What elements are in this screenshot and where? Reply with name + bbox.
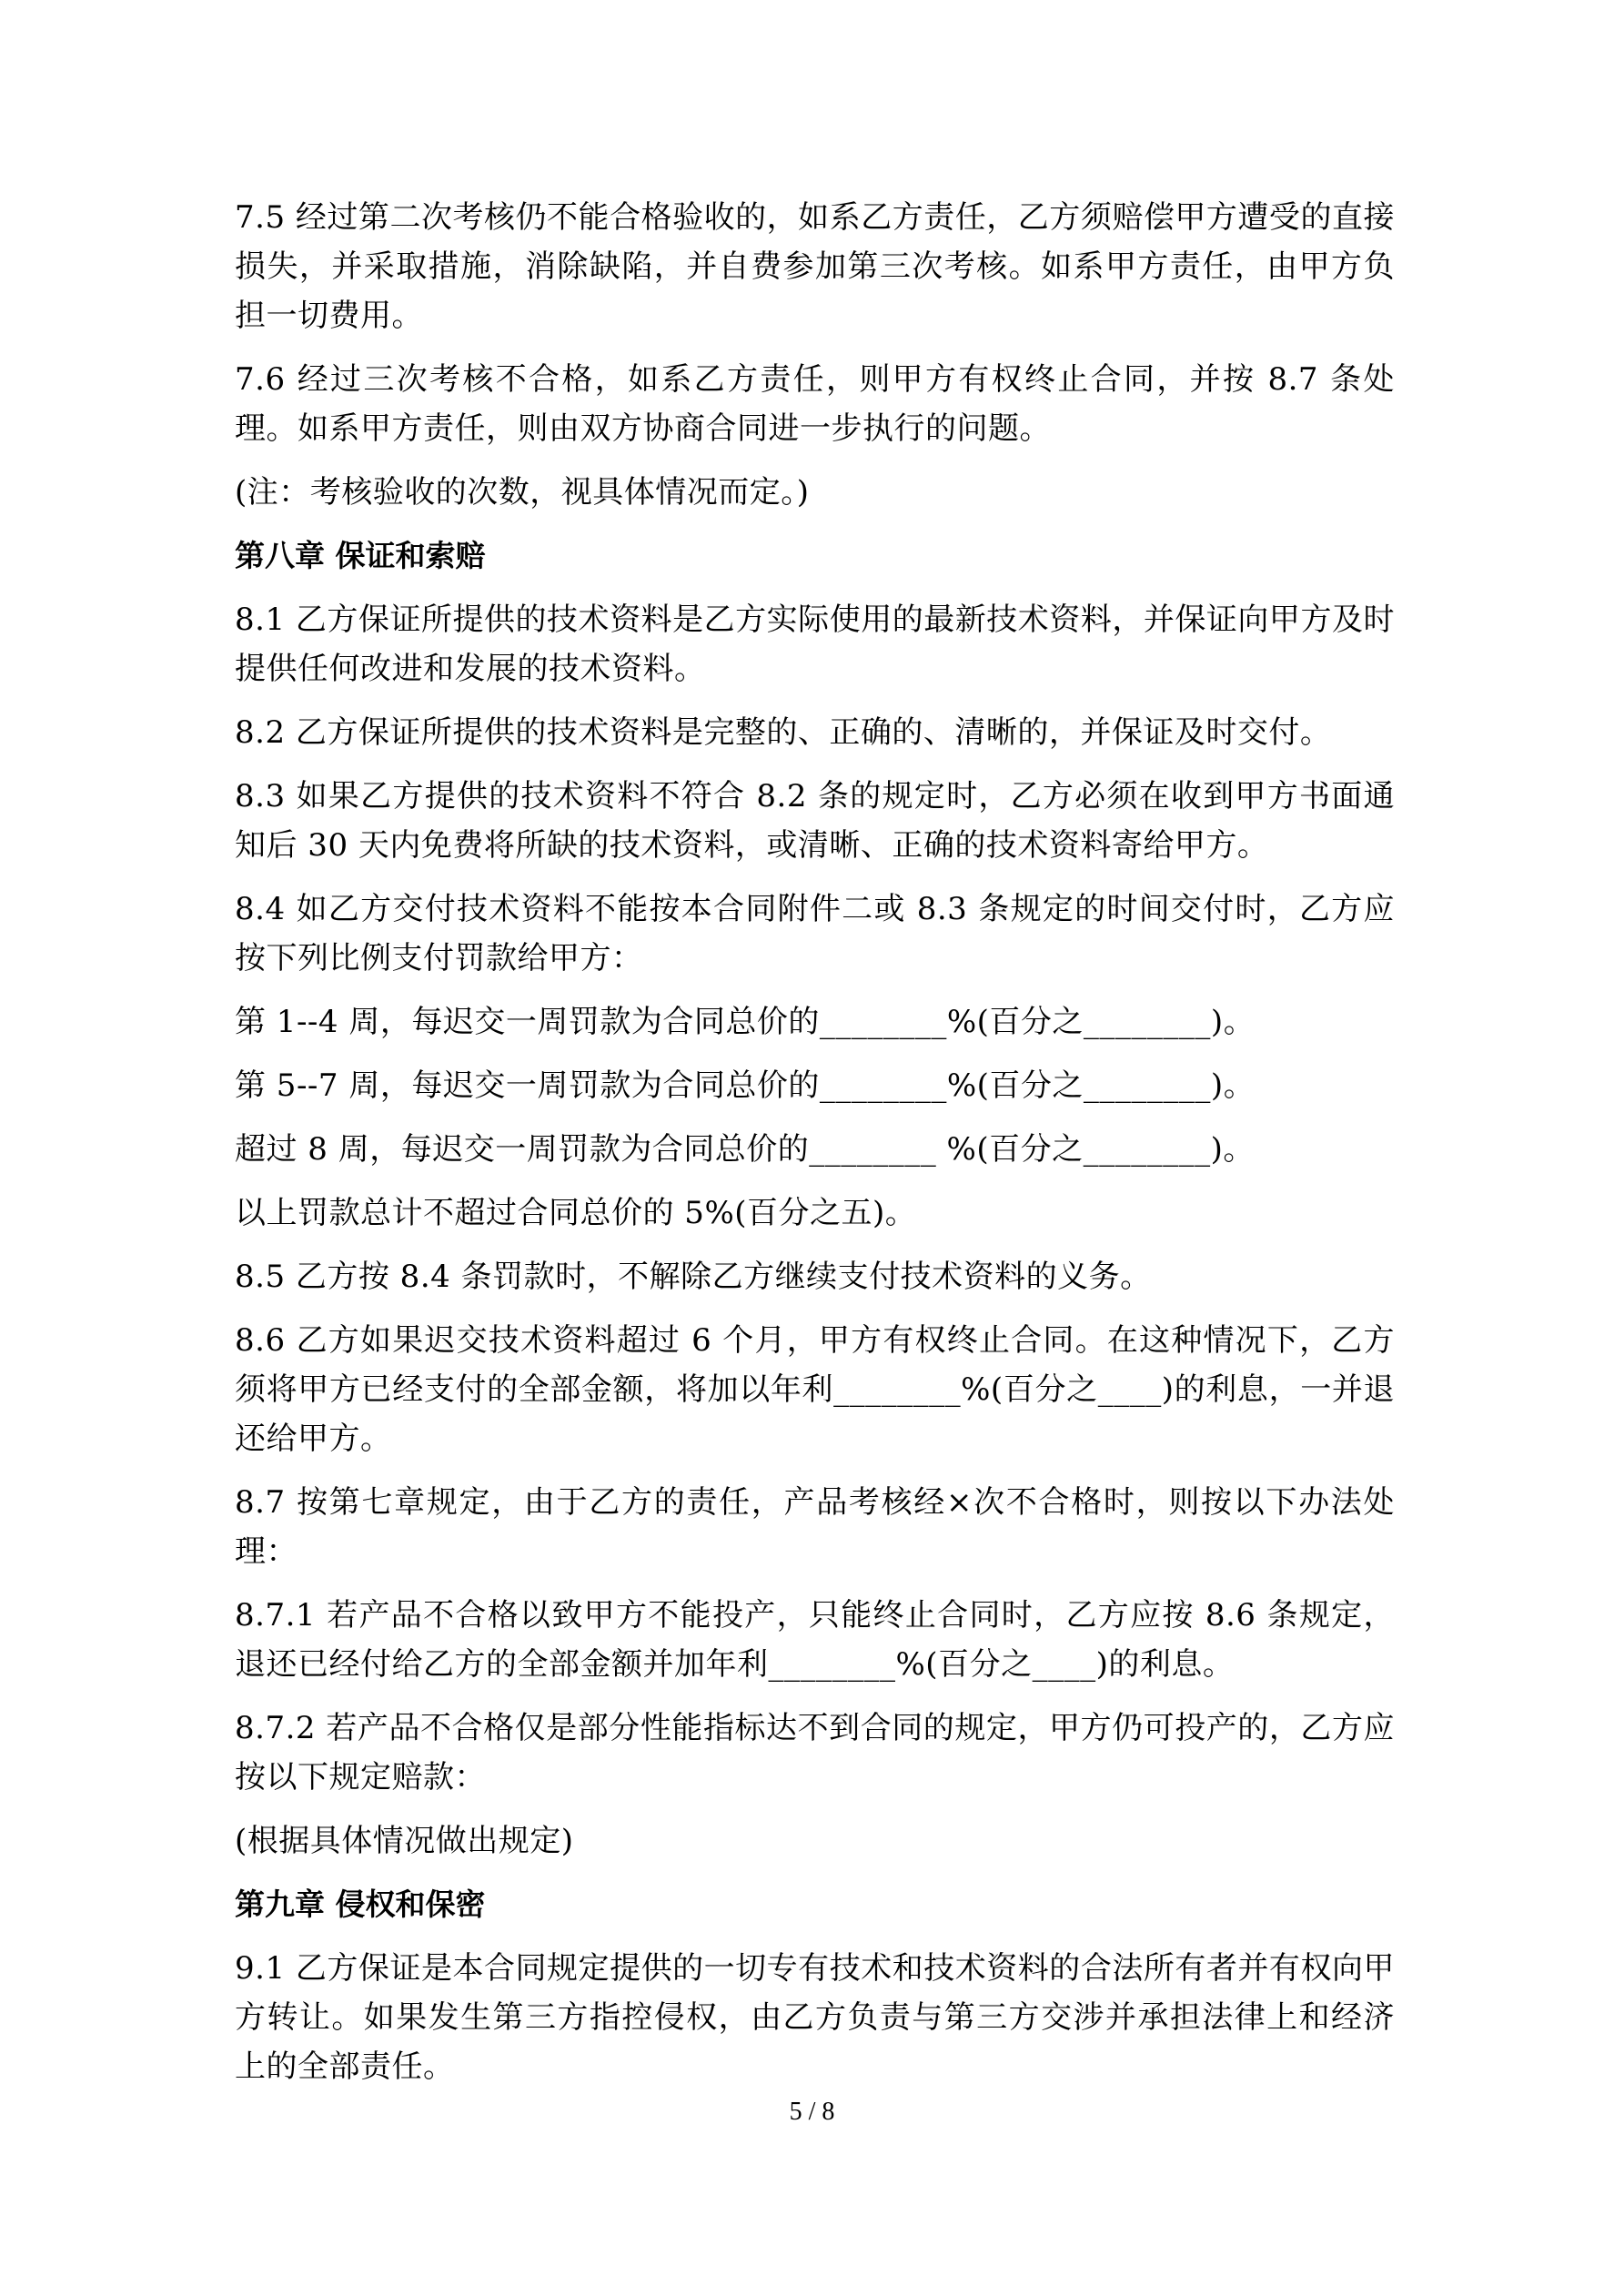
clause-8-2: 8.2 乙方保证所提供的技术资料是完整的、正确的、清晰的，并保证及时交付。 — [235, 714, 1332, 751]
clause-8-7-2-note: (根据具体情况做出规定) — [235, 1823, 574, 1859]
penalty-over-8-weeks: 超过 8 周，每迟交一周罚款为合同总价的________ %(百分之________)。 — [235, 1131, 1255, 1168]
chapter-8-heading: 第八章 保证和索赔 — [235, 538, 486, 573]
page-number: 5 / 8 — [789, 2098, 835, 2126]
note-text: (注：考核验收的次数，视具体情况而定。) — [235, 474, 810, 511]
clause-8-1: 8.1 乙方保证所提供的技术资料是乙方实际使用的最新技术资料，并保证向甲方及时提供任何改进和发展的技术资料。 — [235, 602, 1395, 687]
clause-8-6: 8.6 乙方如果迟交技术资料超过 6 个月，甲方有权终止合同。在这种情况下，乙方须将甲方已经支付的全部金额，将加以年利________%(百分之____)的利息，一并退还给甲方。 — [235, 1322, 1395, 1457]
penalty-weeks-1-4: 第 1--4 周，每迟交一周罚款为合同总价的________%(百分之________)。 — [235, 1004, 1256, 1040]
clause-8-7: 8.7 按第七章规定，由于乙方的责任，产品考核经×次不合格时，则按以下办法处理： — [235, 1484, 1395, 1570]
penalty-cap: 以上罚款总计不超过合同总价的 5%(百分之五)。 — [235, 1195, 917, 1231]
clause-7-6: 7.6 经过三次考核不合格，如系乙方责任，则甲方有权终止合同，并按 8.7 条处理。如系甲方责任，则由双方协商合同进一步执行的问题。 — [235, 361, 1395, 447]
chapter-9-heading: 第九章 侵权和保密 — [235, 1886, 486, 1922]
clause-8-7-2: 8.7.2 若产品不合格仅是部分性能指标达不到合同的规定，甲方仍可投产的，乙方应按以下规定赔款： — [235, 1710, 1395, 1795]
clause-8-7-1: 8.7.1 若产品不合格以致甲方不能投产，只能终止合同时，乙方应按 8.6 条规定，退还已经付给乙方的全部金额并加年利________%(百分之____)的利息。 — [235, 1597, 1395, 1683]
document-body — [235, 193, 1395, 2106]
clause-8-4: 8.4 如乙方交付技术资料不能按本合同附件二或 8.3 条规定的时间交付时，乙方应按下列比例支付罚款给甲方： — [235, 891, 1395, 976]
penalty-weeks-5-7: 第 5--7 周，每迟交一周罚款为合同总价的________%(百分之________)。 — [235, 1067, 1256, 1104]
clause-9-1: 9.1 乙方保证是本合同规定提供的一切专有技术和技术资料的合法所有者并有权向甲方转让。如果发生第三方指控侵权，由乙方负责与第三方交涉并承担法律上和经济上的全部责任。 — [235, 1950, 1395, 2085]
clause-8-5: 8.5 乙方按 8.4 条罚款时，不解除乙方继续支付技术资料的义务。 — [235, 1259, 1152, 1295]
clause-7-5: 7.5 经过第二次考核仍不能合格验收的，如系乙方责任，乙方须赔偿甲方遭受的直接损失，并采取措施，消除缺陷，并自费参加第三次考核。如系甲方责任，由甲方负担一切费用。 — [235, 199, 1395, 334]
clause-8-3: 8.3 如果乙方提供的技术资料不符合 8.2 条的规定时，乙方必须在收到甲方书面通知后 30 天内免费将所缺的技术资料，或清晰、正确的技术资料寄给甲方。 — [235, 778, 1395, 864]
